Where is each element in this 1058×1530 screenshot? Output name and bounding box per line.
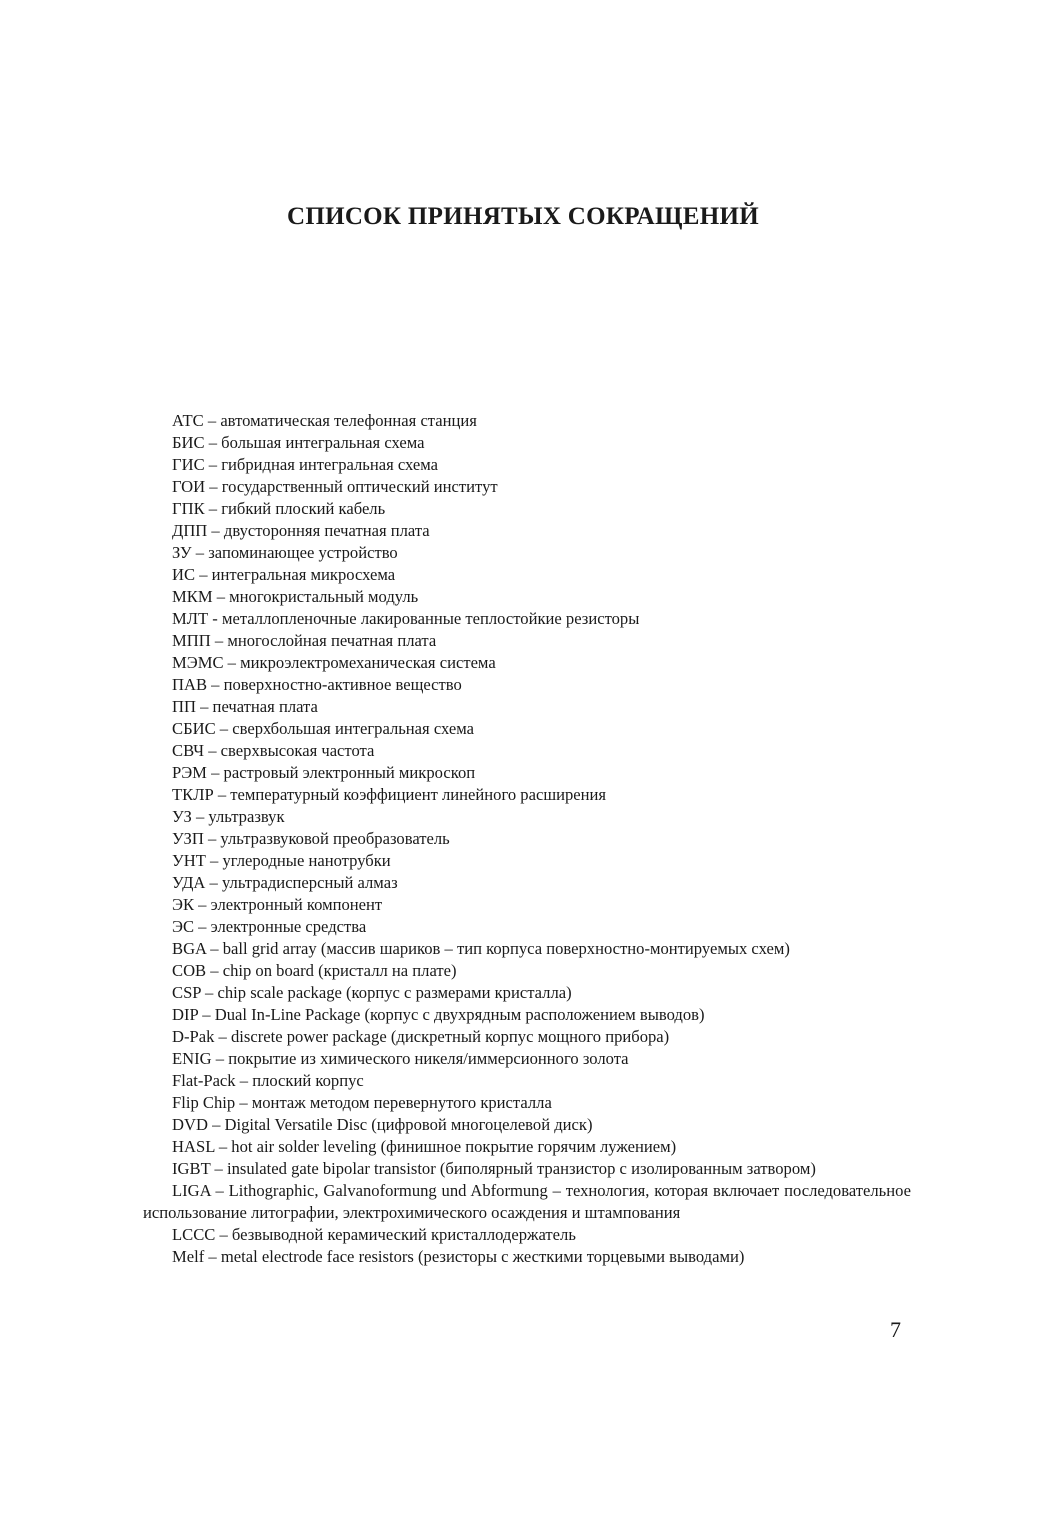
- abbreviation-entry: МПП – многослойная печатная плата: [172, 631, 437, 650]
- abbreviation-entry: ТКЛР – температурный коэффициент линейного расширения: [172, 785, 607, 804]
- abbreviation-entry: АТС – автоматическая телефонная станция: [172, 411, 477, 430]
- abbreviation-entry: LIGA – Lithographic, Galvanoformung und Abformung – технология, которая включает последовательное использование литографии, электрохимического осаждения и штампования: [143, 1181, 911, 1222]
- abbreviation-entry: ГОИ – государственный оптический институт: [172, 477, 498, 496]
- abbreviation-entry: СВЧ – сверхвысокая частота: [172, 741, 375, 760]
- abbreviation-entry: УЗ – ультразвук: [172, 807, 285, 826]
- abbreviation-entry: Melf – metal electrode face resistors (резисторы с жесткими торцевыми выводами): [172, 1247, 745, 1266]
- abbreviation-entry: COB – chip on board (кристалл на плате): [172, 961, 457, 980]
- abbreviation-entry: BGA – ball grid array (массив шариков – тип корпуса поверхностно-монтируемых схем): [172, 939, 790, 958]
- abbreviation-entry: ЭС – электронные средства: [172, 917, 367, 936]
- abbreviation-entry: МЭМС – микроэлектромеханическая система: [172, 653, 496, 672]
- abbreviation-entry: D-Pak – discrete power package (дискретный корпус мощного прибора): [172, 1027, 670, 1046]
- abbreviation-entry: ПП – печатная плата: [172, 697, 318, 716]
- abbreviation-entry: УДА – ультрадисперсный алмаз: [172, 873, 398, 892]
- abbreviation-entry: УНТ – углеродные нанотрубки: [172, 851, 391, 870]
- abbreviation-entry: CSP – chip scale package (корпус с размерами кристалла): [172, 983, 572, 1002]
- page-title: СПИСОК ПРИНЯТЫХ СОКРАЩЕНИЙ: [286, 203, 760, 230]
- abbreviation-entry: ЭК – электронный компонент: [172, 895, 383, 914]
- abbreviation-entry: ENIG – покрытие из химического никеля/иммерсионного золота: [172, 1049, 629, 1068]
- abbreviation-entry: СБИС – сверхбольшая интегральная схема: [172, 719, 474, 738]
- abbreviation-entry: МКМ – многокристальный модуль: [172, 587, 419, 606]
- abbreviation-entry: РЭМ – растровый электронный микроскоп: [172, 763, 476, 782]
- abbreviation-entry: УЗП – ультразвуковой преобразователь: [172, 829, 450, 848]
- abbreviation-entry: ДПП – двусторонняя печатная плата: [172, 521, 430, 540]
- abbreviation-list: [143, 410, 911, 1268]
- abbreviation-entry: DVD – Digital Versatile Disc (цифровой многоцелевой диск): [172, 1115, 593, 1134]
- abbreviation-entry: IGBT – insulated gate bipolar transistor (биполярный транзистор с изолированным затвором): [172, 1159, 816, 1178]
- abbreviation-entry: DIP – Dual In-Line Package (корпус с двухрядным расположением выводов): [172, 1005, 705, 1024]
- abbreviation-entry: БИС – большая интегральная схема: [172, 433, 425, 452]
- abbreviation-entry: Flat-Pack – плоский корпус: [172, 1071, 364, 1090]
- abbreviation-entry: ЗУ – запоминающее устройство: [172, 543, 398, 562]
- abbreviation-entry: ГИС – гибридная интегральная схема: [172, 455, 439, 474]
- abbreviation-entry: ИС – интегральная микросхема: [172, 565, 396, 584]
- abbreviation-entry: LCCC – безвыводной керамический кристаллодержатель: [172, 1225, 576, 1244]
- abbreviation-entry: Flip Chip – монтаж методом перевернутого кристалла: [172, 1093, 552, 1112]
- abbreviation-entry: HASL – hot air solder leveling (финишное покрытие горячим лужением): [172, 1137, 677, 1156]
- page-number: 7: [890, 1317, 901, 1342]
- abbreviation-entry: МЛТ - металлопленочные лакированные теплостойкие резисторы: [172, 609, 640, 628]
- abbreviation-entry: ПАВ – поверхностно-активное вещество: [172, 675, 462, 694]
- abbreviation-entry: ГПК – гибкий плоский кабель: [172, 499, 386, 518]
